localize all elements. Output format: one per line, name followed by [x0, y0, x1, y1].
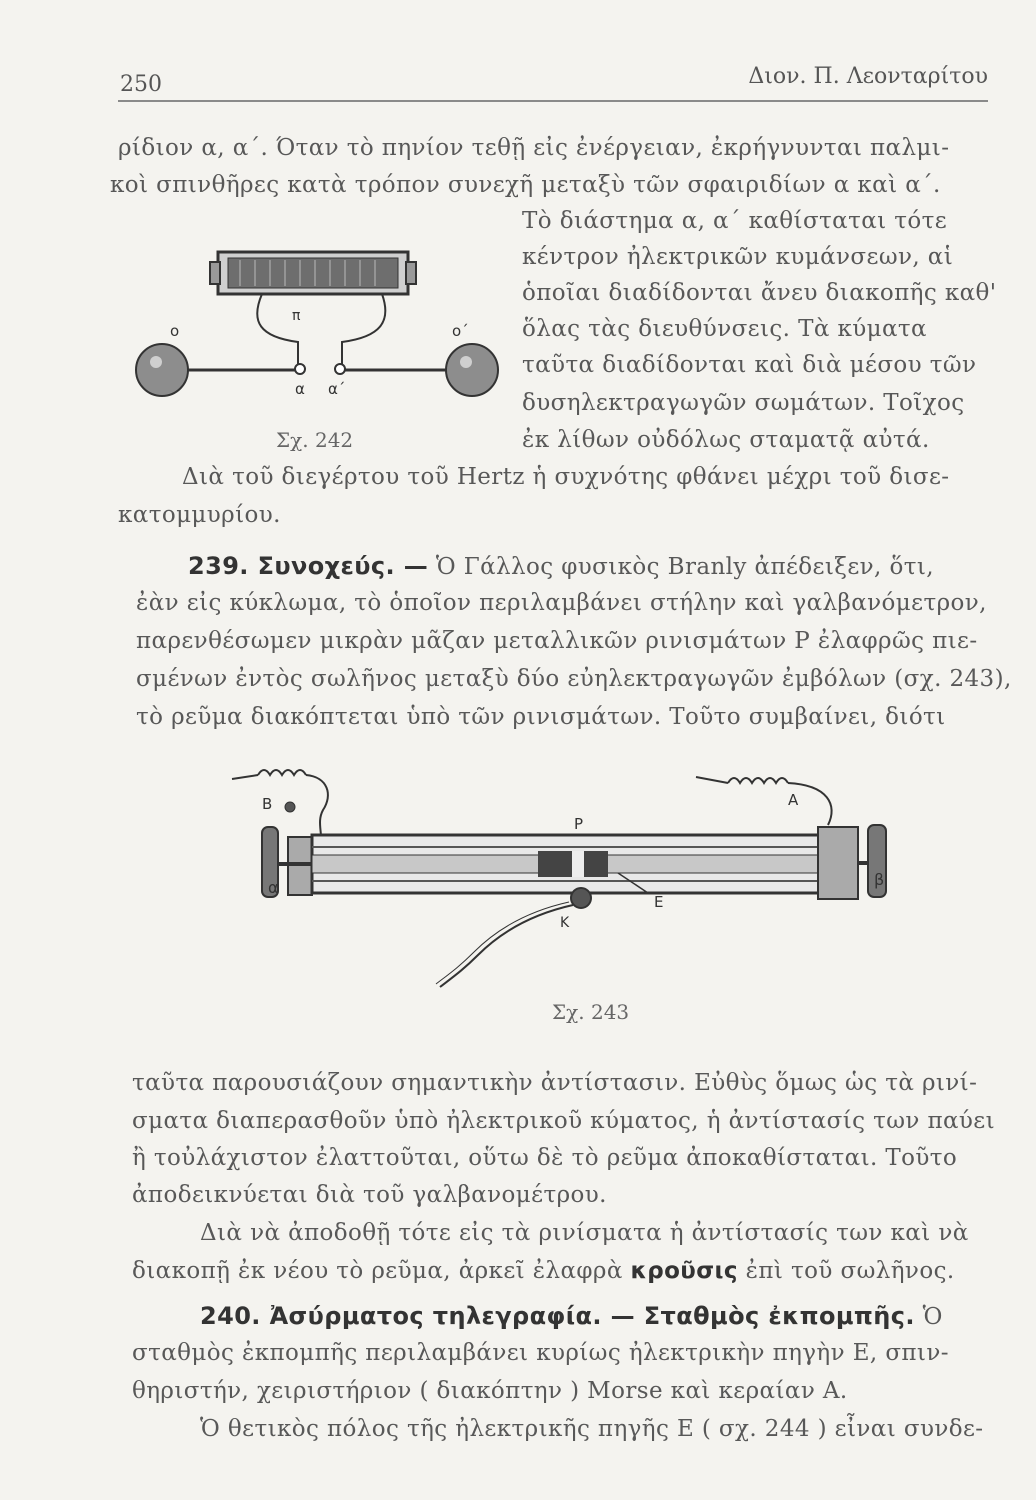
sphere-o-prime: [446, 344, 498, 396]
text-line: κέντρον ἠλεκτρικῶν κυμάνσεων, αἱ: [522, 244, 954, 270]
label-k: Κ: [560, 915, 570, 931]
terminal-b: [285, 802, 295, 812]
text-line: δυσηλεκτραγωγῶν σωμάτων. Τοῖχος: [522, 390, 965, 416]
label-pi: π: [292, 308, 301, 324]
text-line: ρίδιον α, α΄. Όταν τὸ πηνίον τεθῇ εἰς ἐνέργειαν, ἐκρήγνυνται παλμι-: [118, 135, 950, 161]
figure-243-coherer: [228, 765, 908, 990]
section-240-line: [200, 1302, 943, 1330]
running-header-author: Διον. Π. Λεονταρίτου: [748, 64, 988, 89]
text-line-with-keyword: [132, 1258, 955, 1284]
text-line: ταῦτα παρουσιάζουν σημαντικὴν ἀντίστασιν. Εὐθὺς ὅμως ὡς τὰ ρινί-: [132, 1070, 978, 1096]
sphere-o: [136, 344, 188, 396]
label-a: α: [295, 380, 305, 398]
text-line: Διὰ νὰ ἀποδοθῇ τότε εἰς τὰ ρινίσματα ἡ ἀντίστασίς των καὶ νὰ: [200, 1220, 969, 1246]
figure-242-hertz-oscillator: [130, 232, 510, 417]
page-number: 250: [120, 72, 162, 97]
text-line: τὸ ρεῦμα διακόπτεται ὑπὸ τῶν ρινισμάτων. Τοῦτο συμβαίνει, διότι: [136, 704, 946, 730]
label-o-prime: ο΄: [452, 322, 469, 340]
section-240-title: 240. Ἀσύρματος τηλεγραφία. — Σταθμὸς ἐκπομπῆς.: [200, 1302, 915, 1330]
text-line: ἢ τοὐλάχιστον ἐλαττοῦται, οὕτω δὲ τὸ ρεῦμα ἀποκαθίσταται. Τοῦτο: [132, 1145, 958, 1171]
text-line: ταῦτα διαδίδονται καὶ διὰ μέσου τῶν: [522, 352, 977, 378]
spark-ball-a-prime: [335, 364, 345, 374]
text-line: ἀποδεικνύεται διὰ τοῦ γαλβανομέτρου.: [132, 1182, 607, 1208]
text-line: Διὰ τοῦ διεγέρτου τοῦ Hertz ἡ συχνότης φθάνει μέχρι τοῦ δισε-: [182, 464, 950, 490]
text-line: ὁποῖαι διαδίδονται ἄνευ διακοπῆς καθ': [522, 280, 997, 306]
label-b: Β: [262, 795, 273, 813]
label-a: Α: [788, 791, 799, 809]
label-e: Ε: [654, 893, 664, 911]
text-line: ἐὰν εἰς κύκλωμα, τὸ ὁποῖον περιλαμβάνει στήλην καὶ γαλβανόμετρον,: [136, 590, 987, 616]
figure-243-caption: Σχ. 243: [552, 1000, 630, 1024]
text-line: ὅλας τὰς διευθύνσεις. Τὰ κύματα: [522, 316, 927, 342]
text-line: σταθμὸς ἐκπομπῆς περιλαμβάνει κυρίως ἠλεκτρικὴν πηγὴν Ε, σπιν-: [132, 1340, 949, 1366]
label-alpha: α: [268, 878, 279, 897]
header-rule: [118, 100, 988, 102]
text-span: Ὁ Γάλλος φυσικὸς Branly ἀπέδειξεν, ὅτι,: [435, 554, 934, 580]
keyword-krousis: κροῦσις: [630, 1258, 738, 1284]
text-line: ἐκ λίθων οὐδόλως σταματᾷ αὐτά.: [522, 427, 930, 453]
text-span: διακοπῇ ἐκ νέου τὸ ρεῦμα, ἀρκεῖ ἐλαφρὰ: [132, 1258, 623, 1284]
label-beta: β: [874, 870, 885, 889]
figure-242-caption: Σχ. 242: [276, 428, 354, 452]
label-p: Ρ: [574, 815, 584, 833]
label-o: ο: [170, 322, 180, 340]
support-k: [571, 888, 591, 908]
section-239-title: 239. Συνοχεύς. —: [188, 552, 429, 580]
spark-ball-a: [295, 364, 305, 374]
text-line: σμένων ἐντὸς σωλῆνος μεταξὺ δύο εὐηλεκτραγωγῶν ἐμβόλων (σχ. 243),: [136, 666, 1012, 692]
text-line: κατομμυρίου.: [118, 502, 281, 528]
section-239-line: [188, 552, 934, 580]
text-span: ἐπὶ τοῦ σωλῆνος.: [745, 1258, 955, 1284]
text-line: σματα διαπερασθοῦν ὑπὸ ἠλεκτρικοῦ κύματος, ἡ ἀντίστασίς των παύει: [132, 1108, 996, 1134]
label-a-prime: α΄: [328, 380, 346, 398]
text-line: Ὁ θετικὸς πόλος τῆς ἠλεκτρικῆς πηγῆς Ε ( σχ. 244 ) εἶναι συνδε-: [200, 1416, 984, 1442]
text-line: κοὶ σπινθῆρες κατὰ τρόπον συνεχῆ μεταξὺ τῶν σφαιριδίων α καὶ α΄.: [110, 172, 941, 198]
text-line: θηριστήν, χειριστήριον ( διακόπτην ) Morse καὶ κεραίαν Α.: [132, 1378, 848, 1404]
text-span: Ὁ: [922, 1304, 943, 1330]
text-line: Τὸ διάστημα α, α΄ καθίσταται τότε: [522, 208, 948, 234]
text-line: παρενθέσωμεν μικρὰν μᾶζαν μεταλλικῶν ρινισμάτων Ρ ἐλαφρῶς πιε-: [136, 628, 978, 654]
